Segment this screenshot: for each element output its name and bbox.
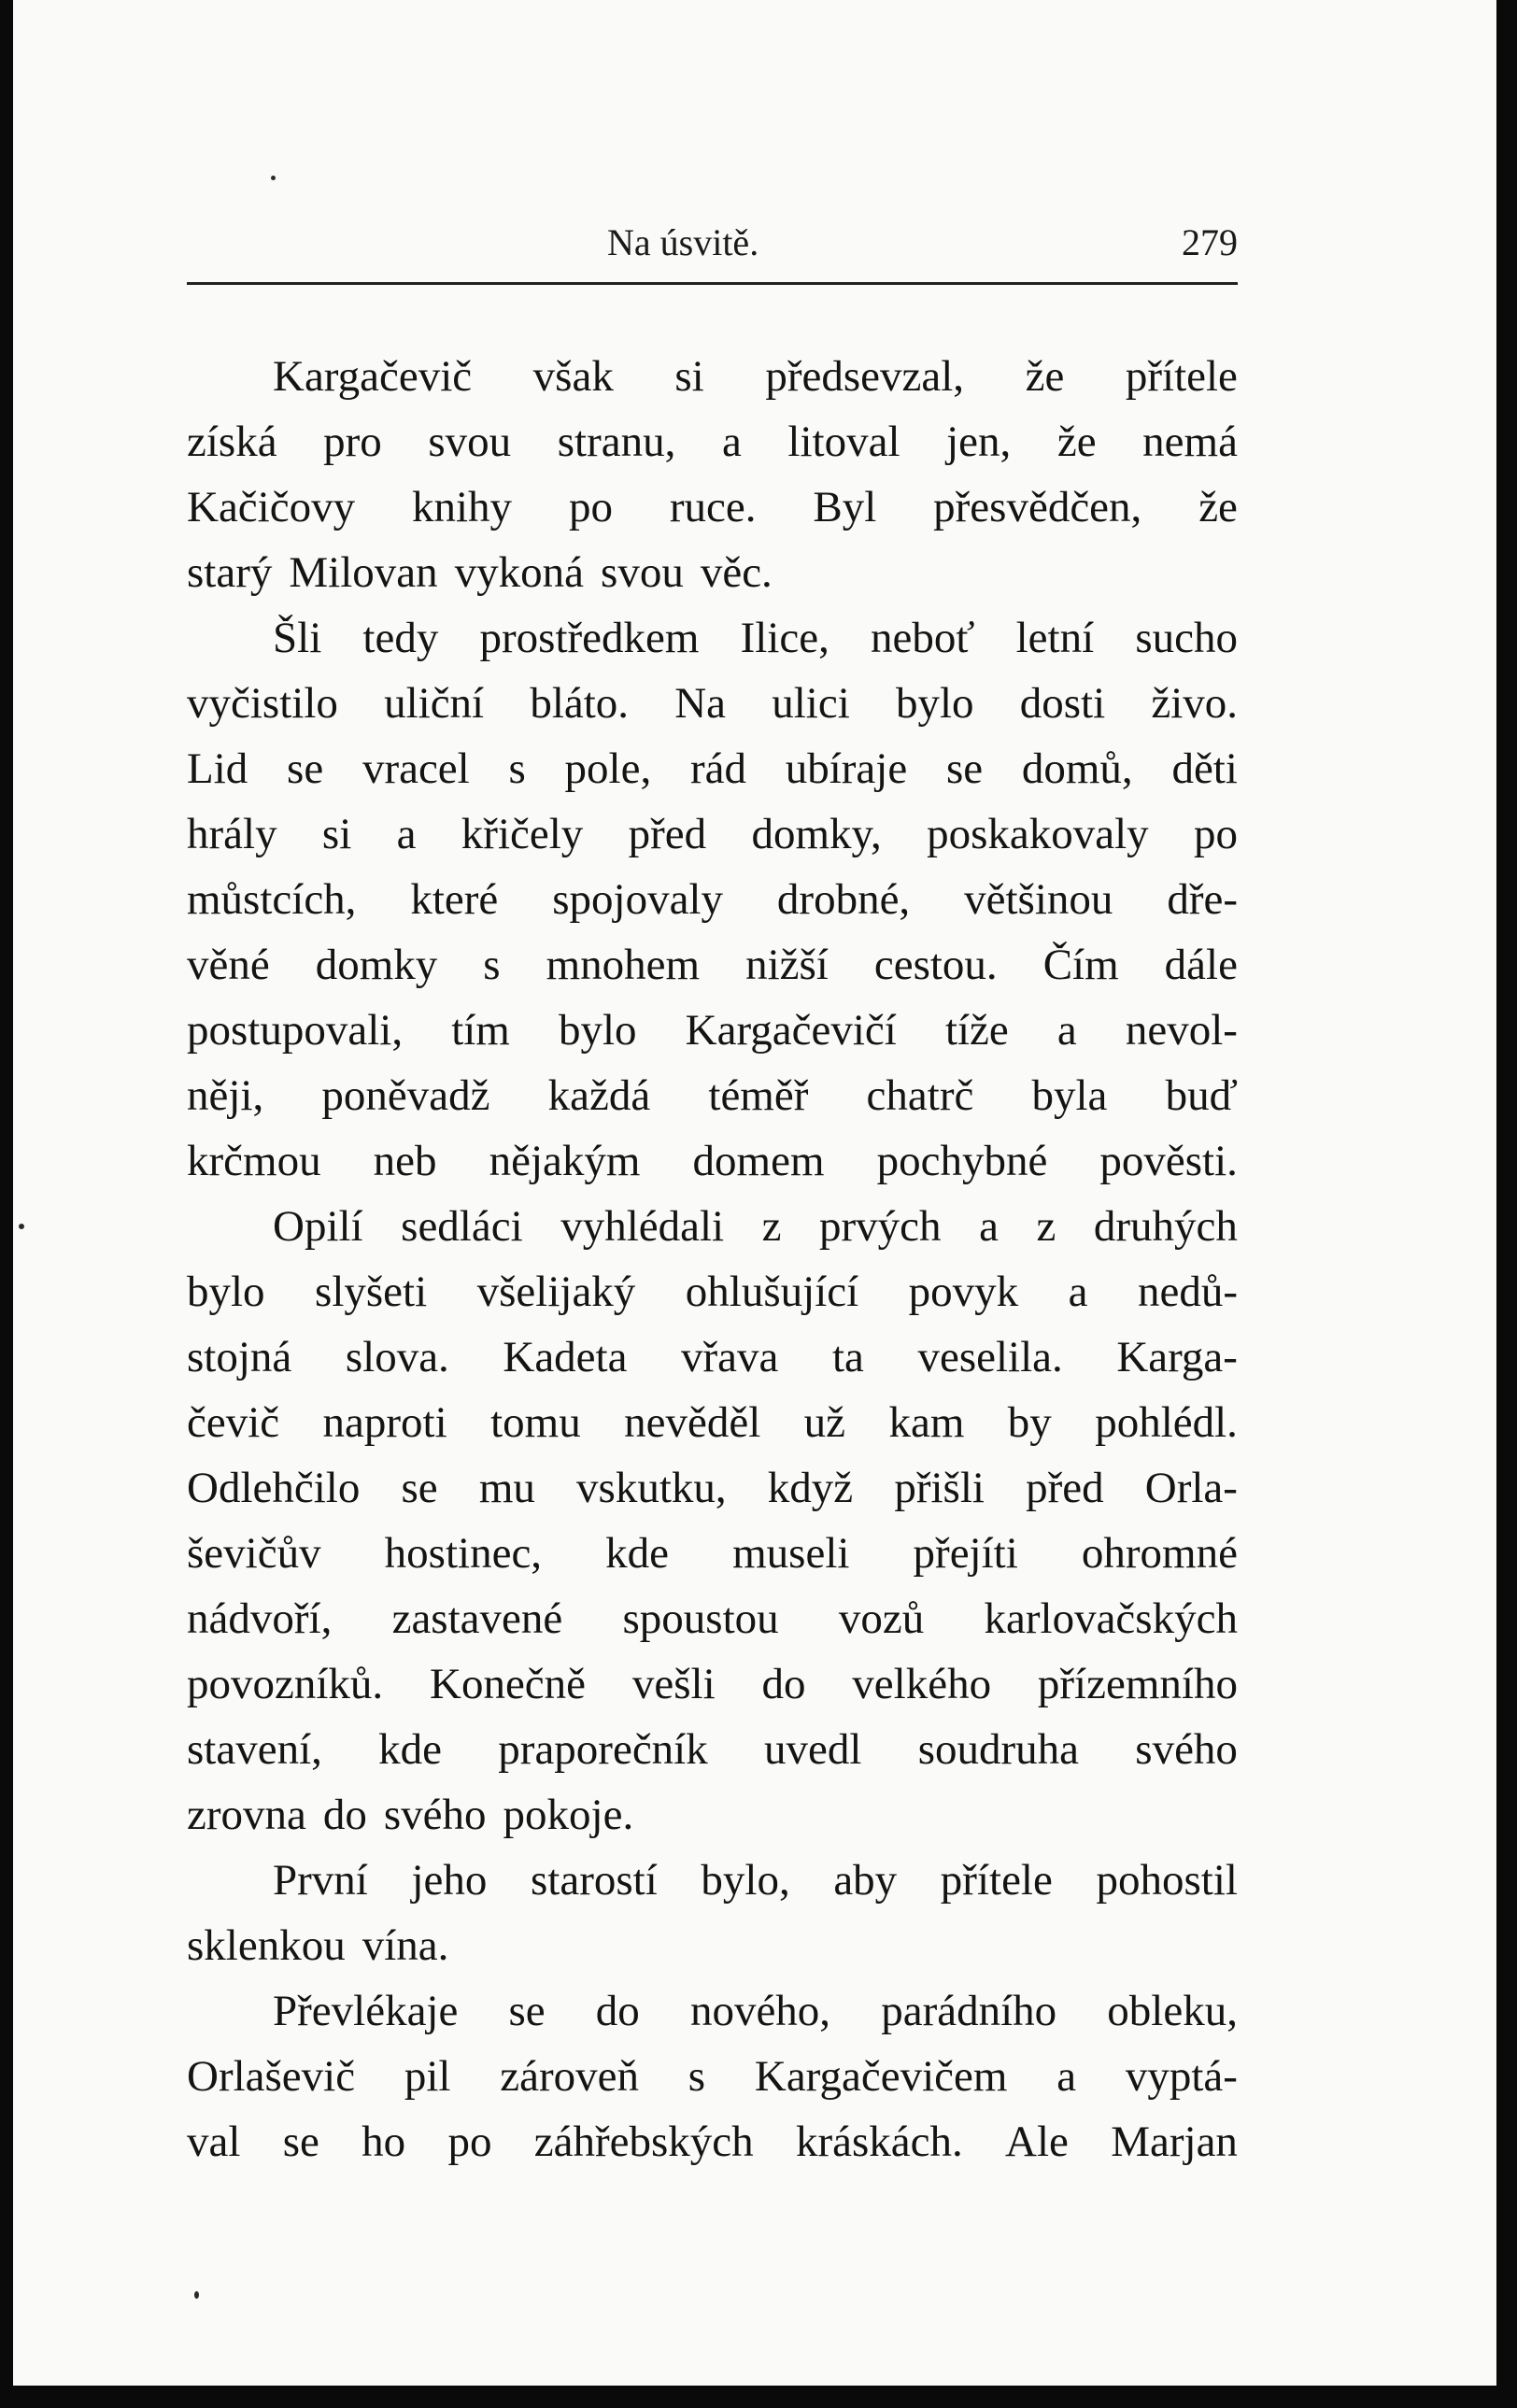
text-line: stojná slova. Kadeta vřava ta veselila. Karga- xyxy=(187,1333,1238,1381)
text-line: Kačičovy knihy po ruce. Byl přesvědčen, že xyxy=(187,483,1238,531)
text-line: ševičův hostinec, kde museli přejíti ohromné xyxy=(187,1529,1238,1578)
text-line: Šli tedy prostředkem Ilice, neboť letní sucho xyxy=(273,614,1238,662)
scan-edge-bottom xyxy=(0,2386,1517,2408)
page-number: 279 xyxy=(1182,221,1238,263)
text-line: Orlaševič pil zároveň s Kargačevičem a vyptá- xyxy=(187,2052,1238,2101)
text-line: Lid se vracel s pole, rád ubíraje se domů, děti xyxy=(187,744,1238,793)
text-line: hrály si a křičely před domky, poskakovaly po xyxy=(187,810,1238,858)
text-line: Kargačevič však si předsevzal, že přítele xyxy=(273,352,1238,401)
header-rule xyxy=(187,282,1238,285)
text-line: stavení, kde praporečník uvedl soudruha svého xyxy=(187,1725,1238,1774)
scan-speck xyxy=(271,176,276,180)
text-line: Převlékaje se do nového, parádního obleku, xyxy=(273,1987,1238,2035)
scan-edge-right xyxy=(1496,0,1517,2408)
text-line: bylo slyšeti všelijaký ohlušující povyk a nedů- xyxy=(187,1268,1238,1316)
running-title: Na úsvitě. xyxy=(607,221,759,263)
scan-speck xyxy=(194,2291,199,2299)
text-line: vyčistilo uliční bláto. Na ulici bylo dosti živo. xyxy=(187,679,1238,728)
scan-edge-left xyxy=(0,0,13,2408)
text-line: První jeho starostí bylo, aby přítele pohostil xyxy=(273,1856,1238,1905)
text-line: povozníků. Konečně vešli do velkého přízemního xyxy=(187,1660,1238,1708)
text-line: Odlehčilo se mu vskutku, když přišli před Orla- xyxy=(187,1464,1238,1512)
text-line: věné domky s mnohem nižší cestou. Čím dále xyxy=(187,941,1238,989)
text-line: zrovna do svého pokoje. xyxy=(187,1791,634,1839)
body-text xyxy=(187,344,1238,2174)
running-head xyxy=(187,220,1238,276)
text-line: starý Milovan vykoná svou věc. xyxy=(187,548,773,597)
text-line: nádvoří, zastavené spoustou vozů karlovačských xyxy=(187,1594,1238,1643)
text-line: Opilí sedláci vyhlédali z prvých a z druhých xyxy=(273,1202,1238,1251)
text-line: něji, poněvadž každá téměř chatrč byla buď xyxy=(187,1071,1238,1120)
text-line: postupovali, tím bylo Kargačevičí tíže a nevol- xyxy=(187,1006,1238,1055)
text-line: získá pro svou stranu, a litoval jen, že nemá xyxy=(187,418,1238,466)
scan-speck xyxy=(19,1224,24,1229)
text-line: můstcích, které spojovaly drobné, většinou dře- xyxy=(187,875,1238,924)
text-line: sklenkou vína. xyxy=(187,1921,449,1970)
text-line: val se ho po záhřebských kráskách. Ale Marjan xyxy=(187,2118,1238,2166)
text-line: krčmou neb nějakým domem pochybné pověsti. xyxy=(187,1137,1238,1185)
text-line: čevič naproti tomu nevěděl už kam by pohlédl. xyxy=(187,1398,1238,1447)
